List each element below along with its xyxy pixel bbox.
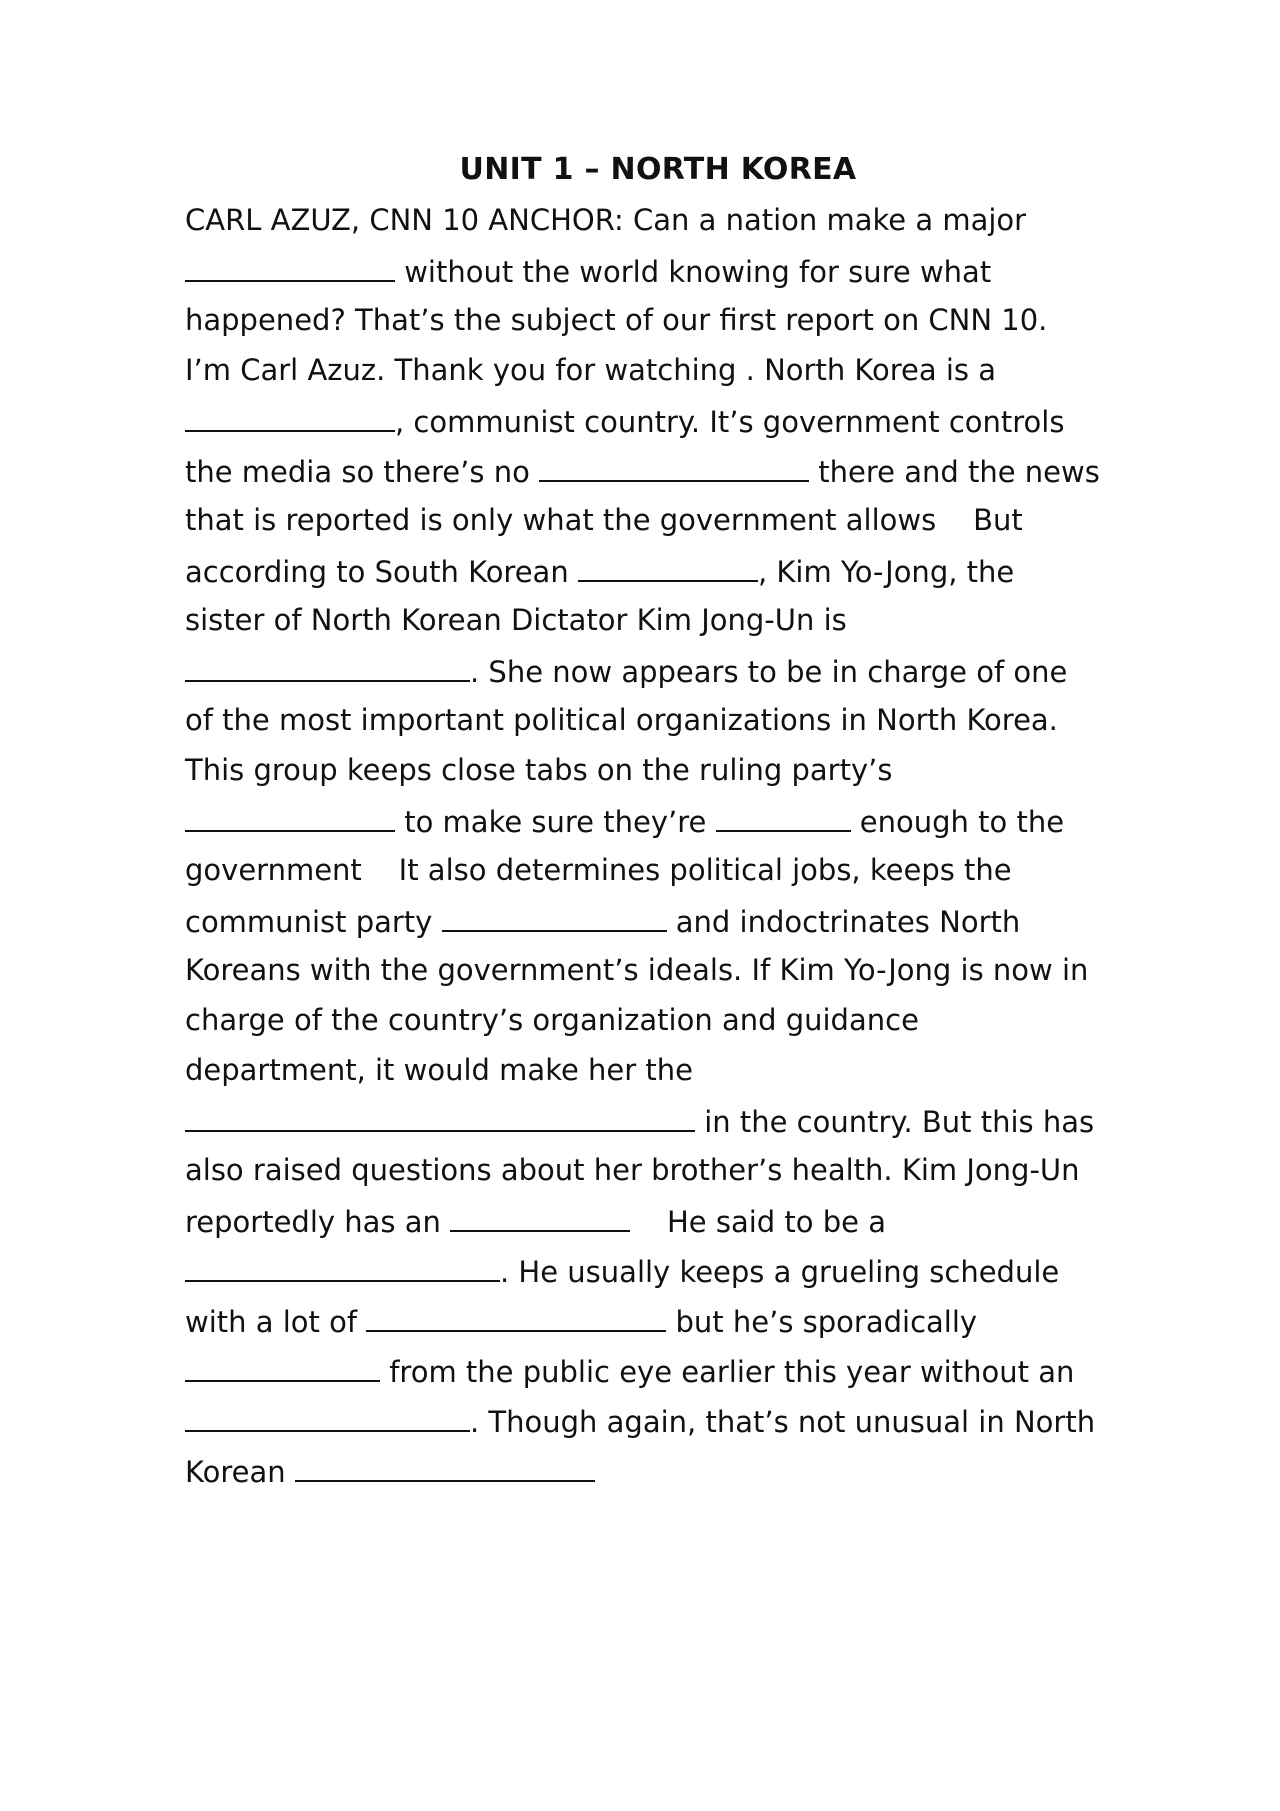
text-segment: Koreans with the government’s ideals. If Kim Yo-Jong is now in: [185, 953, 1089, 987]
fill-in-blank[interactable]: [185, 1400, 470, 1432]
text-line: [185, 800, 1064, 842]
fill-in-blank[interactable]: [450, 1200, 630, 1232]
text-segment: from the public eye earlier this year without an: [380, 1355, 1075, 1389]
text-line: [185, 1000, 919, 1040]
text-line: [185, 1100, 1094, 1142]
text-segment: Korean: [185, 1455, 295, 1489]
page-title: UNIT 1 – NORTH KOREA: [459, 152, 857, 187]
text-line: [185, 300, 1047, 340]
text-line: [185, 350, 996, 390]
text-segment: department, it would make her the: [185, 1053, 693, 1087]
text-segment: reportedly has an: [185, 1205, 451, 1239]
text-line: [185, 750, 892, 790]
text-line: [185, 600, 847, 640]
text-line: [185, 250, 991, 292]
text-segment: enough to the: [850, 805, 1065, 839]
text-line: [185, 200, 1026, 240]
text-line: [185, 450, 1100, 492]
text-segment: with a lot of: [185, 1305, 367, 1339]
text-segment: CARL AZUZ, CNN 10 ANCHOR: Can a nation make a major: [185, 203, 1027, 237]
text-segment: communist party: [185, 905, 442, 939]
text-line: [185, 700, 1058, 740]
text-line: [185, 500, 1023, 540]
fill-in-blank[interactable]: [539, 450, 809, 482]
text-segment: , Kim Yo-Jong, the: [757, 555, 1015, 589]
text-segment: . Though again, that’s not unusual in North: [470, 1405, 1096, 1439]
text-line: [185, 1400, 1095, 1442]
text-segment: , communist country. It’s government controls: [395, 405, 1065, 439]
text-segment: of the most important political organizations in North Korea.: [185, 703, 1058, 737]
text-segment: also raised questions about her brother’s health. Kim Jong-Un: [185, 1153, 1080, 1187]
text-segment: happened? That’s the subject of our first report on CNN 10.: [185, 303, 1048, 337]
fill-in-blank[interactable]: [185, 400, 395, 432]
text-segment: but he’s sporadically: [666, 1305, 978, 1339]
text-line: [185, 550, 1014, 592]
text-line: [185, 1350, 1074, 1392]
text-segment: the media so there’s no: [185, 455, 540, 489]
fill-in-blank[interactable]: [185, 650, 470, 682]
text-segment: without the world knowing for sure what: [395, 255, 992, 289]
text-segment: according to South Korean: [185, 555, 578, 589]
text-segment: government It also determines political jobs, keeps the: [185, 853, 1012, 887]
text-line: [185, 850, 1012, 890]
text-segment: He said to be a: [630, 1205, 886, 1239]
fill-in-blank[interactable]: [185, 250, 395, 282]
fill-in-blank[interactable]: [716, 800, 851, 832]
text-segment: . She now appears to be in charge of one: [470, 655, 1068, 689]
text-segment: charge of the country’s organization and guidance: [185, 1003, 919, 1037]
text-line: [185, 1300, 977, 1342]
text-line: [185, 1450, 595, 1492]
text-line: [185, 650, 1067, 692]
text-line: [185, 900, 1020, 942]
text-line: [185, 1150, 1080, 1190]
fill-in-blank[interactable]: [185, 1250, 500, 1282]
text-segment: sister of North Korean Dictator Kim Jong-Un is: [185, 603, 847, 637]
text-line: [185, 400, 1064, 442]
text-segment: in the country. But this has: [695, 1105, 1095, 1139]
fill-in-blank[interactable]: [295, 1450, 595, 1482]
text-segment: . He usually keeps a grueling schedule: [500, 1255, 1060, 1289]
text-segment: I’m Carl Azuz. Thank you for watching . North Korea is a: [185, 353, 997, 387]
fill-in-blank[interactable]: [442, 900, 667, 932]
text-line: [185, 1200, 886, 1242]
text-segment: This group keeps close tabs on the ruling party’s: [185, 753, 893, 787]
fill-in-blank[interactable]: [185, 1100, 695, 1132]
text-line: [185, 950, 1088, 990]
text-segment: there and the news: [809, 455, 1100, 489]
text-segment: that is reported is only what the government allows But: [185, 503, 1023, 537]
fill-in-blank[interactable]: [185, 1350, 380, 1382]
fill-in-blank[interactable]: [366, 1300, 666, 1332]
text-segment: and indoctrinates North: [666, 905, 1021, 939]
text-line: [185, 1050, 693, 1090]
text-segment: to make sure they’re: [395, 805, 716, 839]
fill-in-blank[interactable]: [578, 550, 758, 582]
text-line: [185, 1250, 1059, 1292]
fill-in-blank[interactable]: [185, 800, 395, 832]
